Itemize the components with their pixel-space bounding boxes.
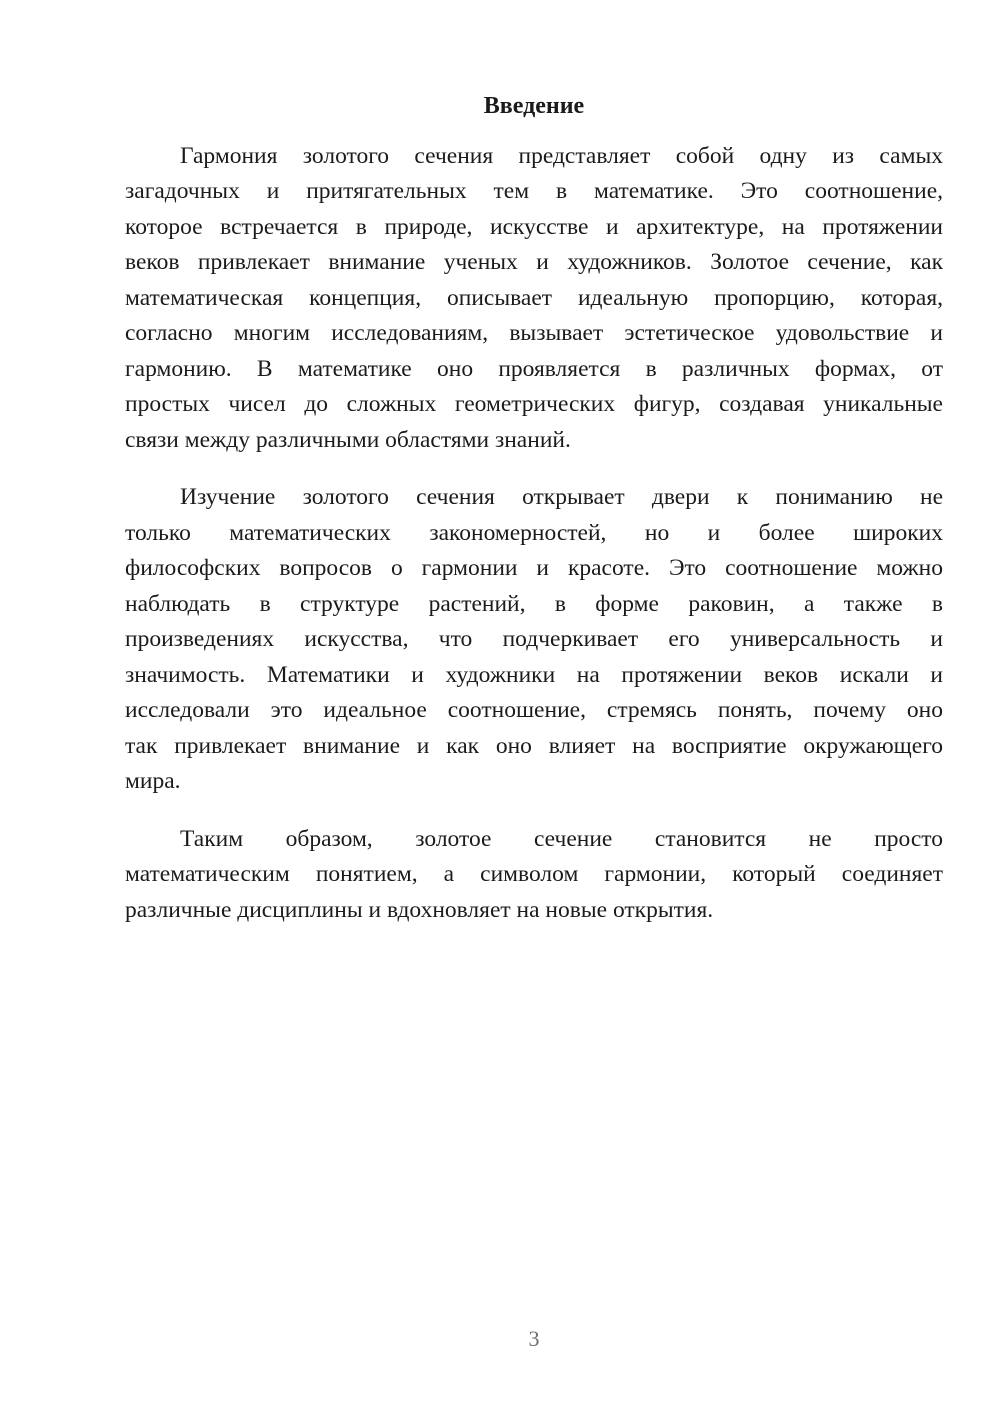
text-line: гармонию. В математике оно проявляется в различных формах, от <box>125 355 943 382</box>
text-line: исследовали это идеальное соотношение, стремясь понять, почему оно <box>125 697 943 723</box>
text-line: произведениях искусства, что подчеркивает его универсальность и <box>125 626 943 652</box>
text-line: веков привлекает внимание ученых и художников. Золотое сечение, как <box>125 249 943 275</box>
text-line: значимость. Математики и художники на протяжении веков искали и <box>125 661 943 688</box>
text-line: Гармония золотого сечения представляет собой одну из самых <box>180 142 943 169</box>
text-line: загадочных и притягательных тем в математике. Это соотношение, <box>125 178 943 204</box>
text-line: философских вопросов о гармонии и красоте. Это соотношение можно <box>125 555 943 581</box>
text-line: согласно многим исследованиям, вызывает эстетическое удовольствие и <box>125 320 943 346</box>
text-block <box>125 89 943 950</box>
text-line: связи между различными областями знаний. <box>125 426 571 453</box>
text-line: только математических закономерностей, но и более широких <box>125 519 943 546</box>
text-line: которое встречается в природе, искусстве и архитектуре, на протяжении <box>125 213 943 240</box>
page-title: Введение <box>483 93 585 119</box>
text-line: математическая концепция, описывает идеальную пропорцию, которая, <box>125 284 943 311</box>
text-line: так привлекает внимание и как оно влияет на восприятие окружающего <box>125 732 943 759</box>
paragraph-intro-3 <box>125 822 943 929</box>
paragraph-intro-2 <box>125 480 943 800</box>
text-line: наблюдать в структуре растений, в форме раковин, а также в <box>125 590 943 617</box>
text-line: Изучение золотого сечения открывает двери к пониманию не <box>180 484 943 510</box>
paragraph-intro-1 <box>125 139 943 459</box>
text-line: мира. <box>125 768 181 794</box>
text-line: различные дисциплины и вдохновляет на новые открытия. <box>125 896 714 923</box>
page-number: 3 <box>528 1326 540 1351</box>
text-line: Таким образом, золотое сечение становится не просто <box>180 825 943 852</box>
text-line: математическим понятием, а символом гармонии, который соединяет <box>125 861 943 887</box>
text-line: простых чисел до сложных геометрических фигур, создавая уникальные <box>125 391 943 417</box>
